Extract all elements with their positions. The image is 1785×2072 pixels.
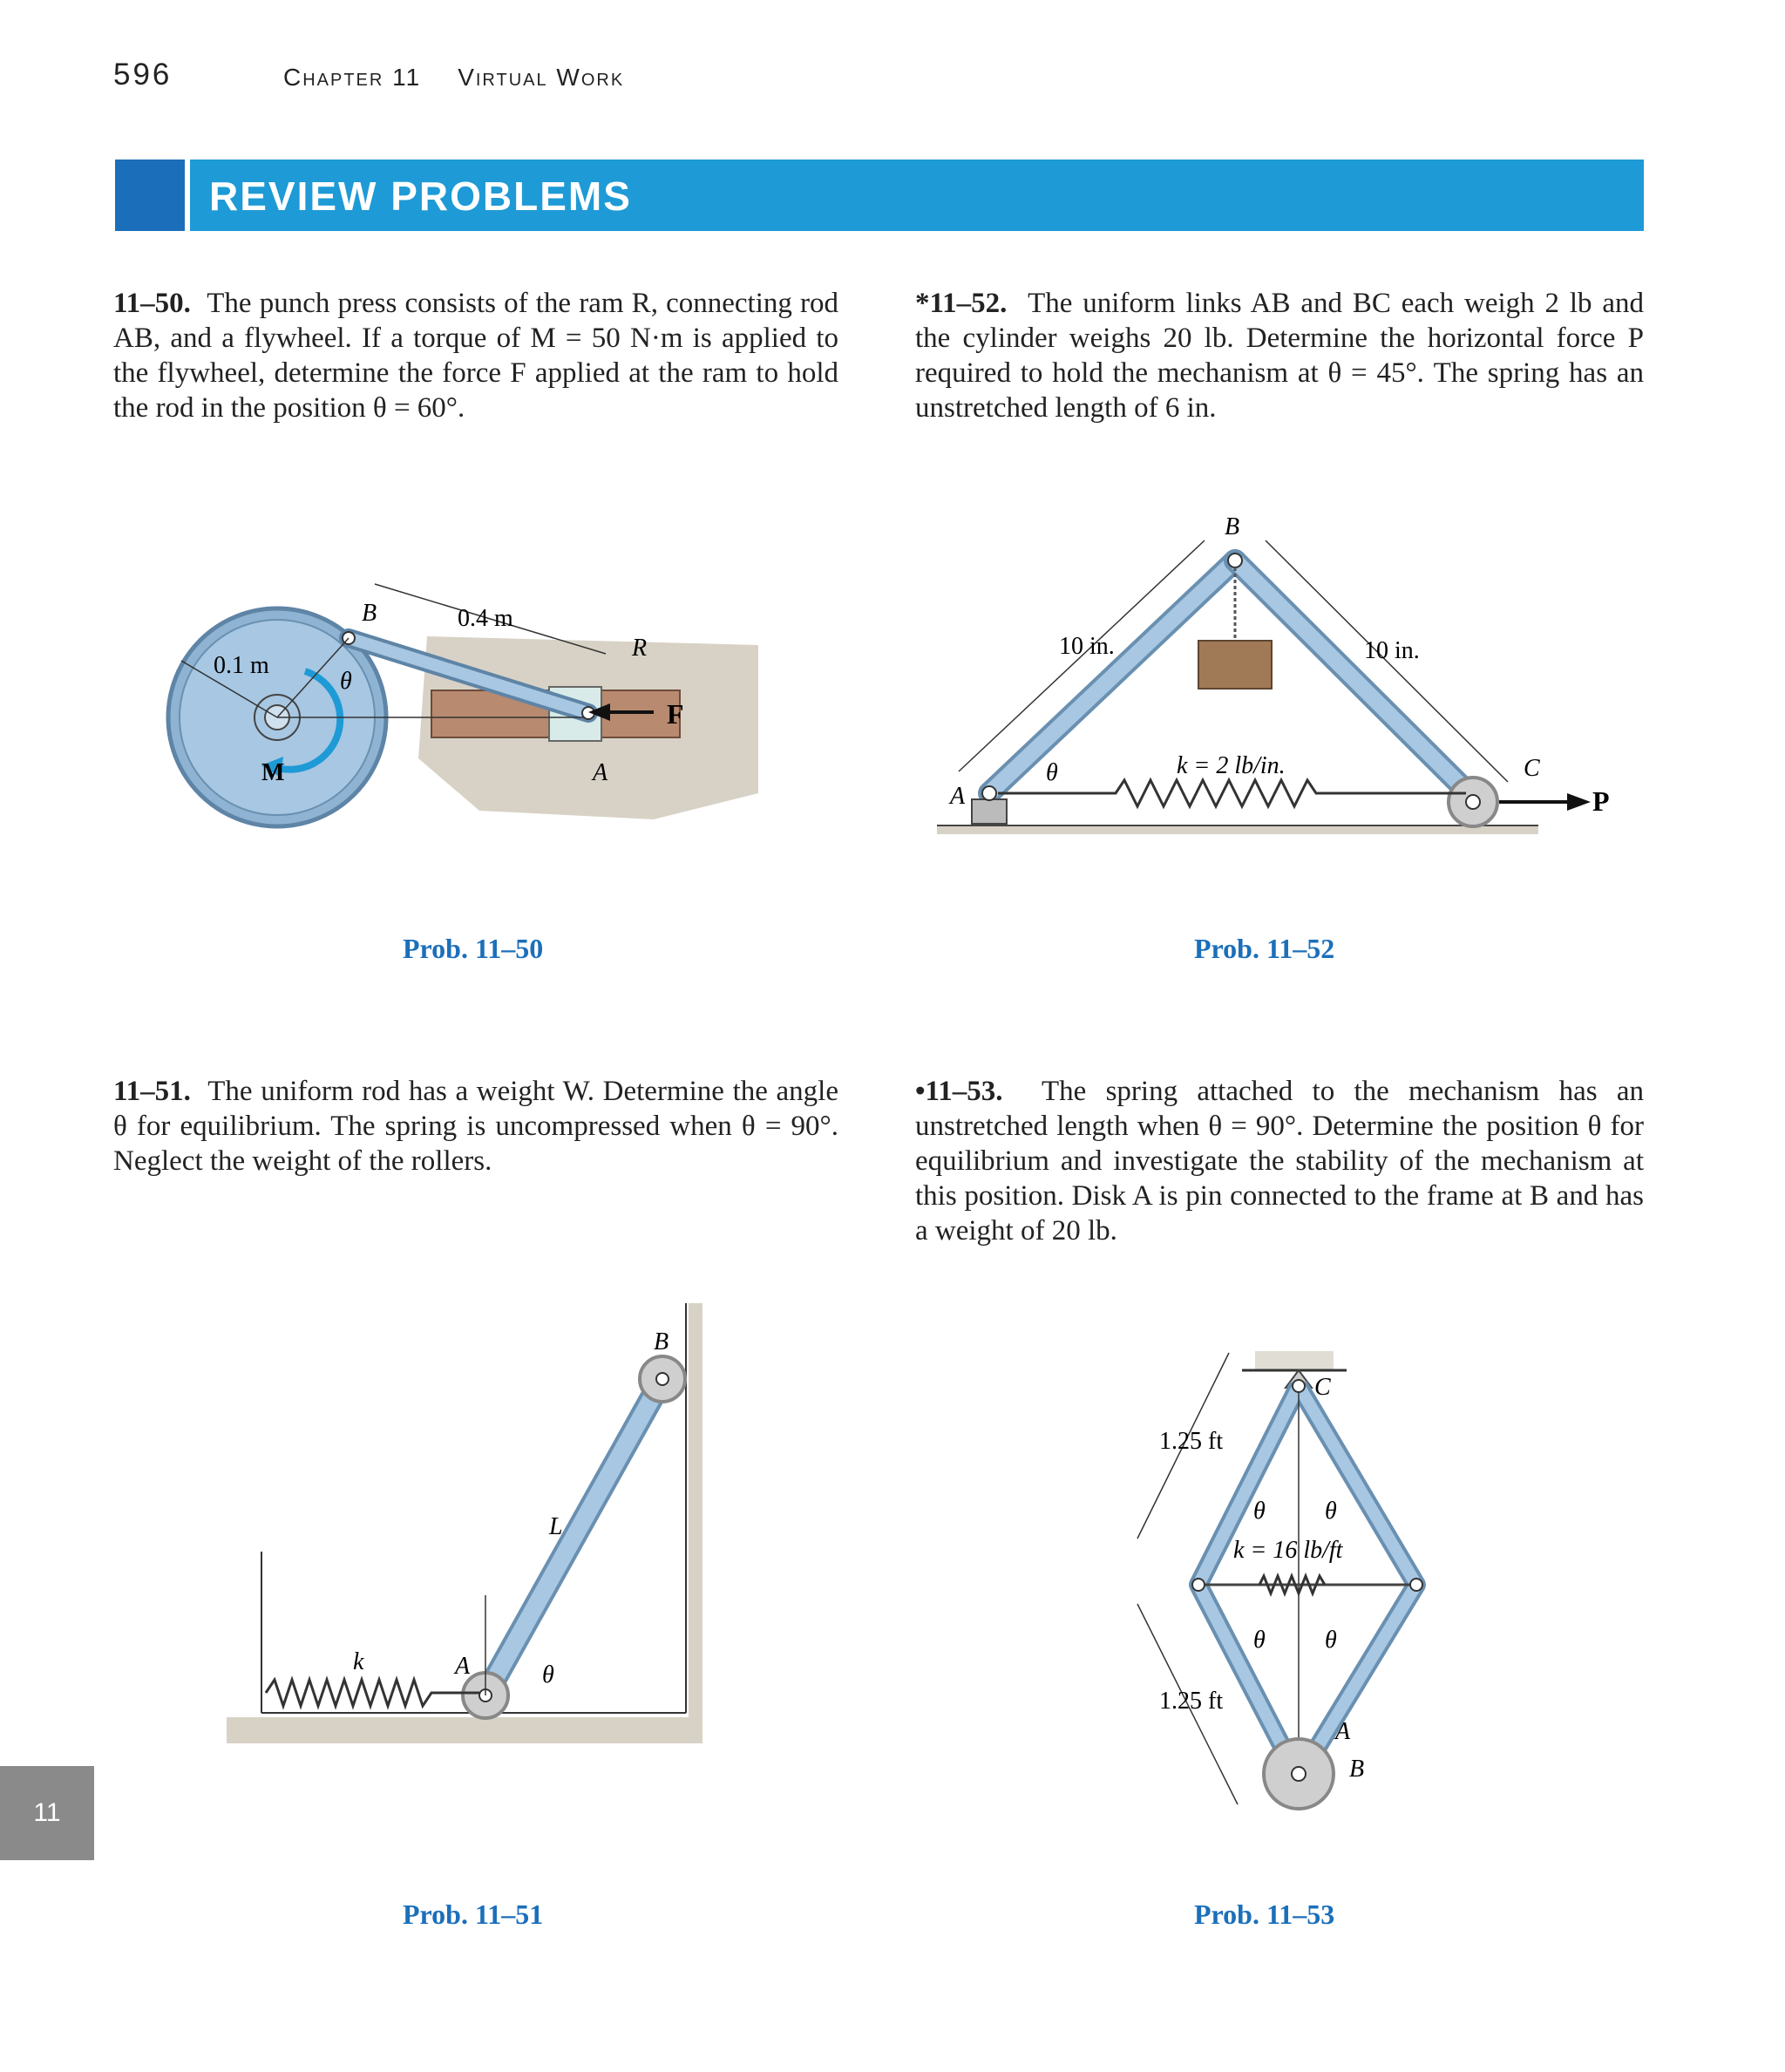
caption-11-50: Prob. 11–50 bbox=[403, 933, 544, 964]
problem-number: 11–51. bbox=[113, 1076, 191, 1107]
label-left-len: 10 in. bbox=[1059, 633, 1115, 660]
problem-number: •11–53. bbox=[915, 1076, 1003, 1107]
chapter-number: Chapter 11 bbox=[283, 64, 422, 91]
label-0-4m: 0.4 m bbox=[458, 605, 513, 632]
label-k: k bbox=[353, 1648, 364, 1675]
label-b: B bbox=[1225, 513, 1240, 540]
spring bbox=[266, 1680, 479, 1706]
pin-c bbox=[1466, 795, 1480, 809]
running-head bbox=[113, 58, 625, 92]
rod-face bbox=[485, 1379, 662, 1695]
label-p: P bbox=[1592, 785, 1610, 817]
problem-text: The punch press consists of the ram R, connecting rod AB, and a flywheel. If a torque of M = 50 N·m is applied to the flywheel, determine the force F applied at the ram to hold the rod in the position θ = 60°. bbox=[113, 288, 839, 424]
label-m: M bbox=[261, 759, 285, 786]
ceiling-support bbox=[1255, 1351, 1334, 1370]
label-0-1m: 0.1 m bbox=[214, 652, 269, 679]
pin-b bbox=[656, 1373, 669, 1385]
label-a: A bbox=[455, 1653, 471, 1680]
label-theta-3: θ bbox=[1253, 1627, 1266, 1654]
label-a: A bbox=[950, 783, 966, 810]
figure-11-51 bbox=[227, 1299, 741, 1761]
label-a: A bbox=[593, 759, 608, 786]
problem-11-50 bbox=[113, 286, 838, 425]
figure-11-52 bbox=[933, 510, 1630, 859]
problem-text: The uniform links AB and BC each weigh 2 lb and the cylinder weighs 20 lb. Determine the horizontal force P required to hold the mechanism at θ = 45°. The spring has an unstretched length of 6 in. bbox=[915, 288, 1644, 424]
problem-number: *11–52. bbox=[915, 288, 1008, 319]
caption-11-53: Prob. 11–53 bbox=[1194, 1899, 1335, 1930]
pin-b bbox=[1292, 1767, 1306, 1781]
pin-right bbox=[1410, 1579, 1422, 1591]
label-k: k = 2 lb/in. bbox=[1177, 752, 1286, 779]
chapter-label bbox=[283, 64, 624, 92]
problem-number: 11–50. bbox=[113, 288, 191, 319]
problem-text: The uniform rod has a weight W. Determine the angle θ for equilibrium. The spring is uncompressed when θ = 90°. Neglect the weight of the rollers. bbox=[113, 1076, 838, 1177]
problem-text: The spring attached to the mechanism has an unstretched length when θ = 90°. Determine the position θ for equilibrium and investigate the stability of the mechanism at this position. Disk A is pin connected to the frame at B and has a weight of 20 lb. bbox=[915, 1076, 1645, 1247]
label-theta-2: θ bbox=[1325, 1498, 1337, 1525]
wall-shading bbox=[689, 1303, 702, 1717]
label-a: A bbox=[1335, 1718, 1351, 1745]
label-f: F bbox=[667, 698, 684, 730]
ground bbox=[937, 825, 1538, 834]
label-bot-len: 1.25 ft bbox=[1159, 1688, 1224, 1715]
caption-11-52: Prob. 11–52 bbox=[1194, 933, 1335, 964]
figure-11-50 bbox=[131, 558, 758, 846]
label-right-len: 10 in. bbox=[1364, 637, 1420, 664]
pin-left bbox=[1192, 1579, 1205, 1591]
section-banner bbox=[115, 160, 1644, 231]
label-b: B bbox=[362, 600, 377, 627]
figure-11-53 bbox=[1107, 1334, 1456, 1822]
floor-shading bbox=[227, 1717, 702, 1743]
label-top-len: 1.25 ft bbox=[1159, 1428, 1224, 1455]
cylinder bbox=[1198, 641, 1272, 689]
label-c: C bbox=[1314, 1374, 1331, 1401]
force-arrowhead-p bbox=[1567, 793, 1591, 811]
label-l: L bbox=[549, 1513, 563, 1540]
label-theta-1: θ bbox=[1253, 1498, 1266, 1525]
label-theta: θ bbox=[542, 1661, 554, 1688]
label-r: R bbox=[632, 635, 648, 662]
label-b: B bbox=[1349, 1756, 1365, 1783]
banner-divider bbox=[185, 160, 190, 231]
banner-accent bbox=[115, 160, 185, 231]
pin-support-a bbox=[972, 799, 1007, 824]
spring bbox=[998, 780, 1466, 806]
label-theta: θ bbox=[340, 668, 352, 695]
pin-c bbox=[1293, 1380, 1305, 1392]
chapter-title: Virtual Work bbox=[458, 64, 625, 91]
pin-a bbox=[982, 786, 996, 800]
label-theta: θ bbox=[1046, 759, 1058, 786]
section-title: REVIEW PROBLEMS bbox=[209, 173, 632, 219]
label-k: k = 16 lb/ft bbox=[1233, 1537, 1343, 1564]
label-c: C bbox=[1524, 755, 1540, 782]
problem-11-52 bbox=[915, 286, 1644, 425]
page-number: 596 bbox=[113, 58, 173, 92]
label-b: B bbox=[654, 1328, 669, 1355]
chapter-tab: 11 bbox=[0, 1766, 94, 1860]
caption-11-51: Prob. 11–51 bbox=[403, 1899, 544, 1930]
label-theta-4: θ bbox=[1325, 1627, 1337, 1654]
problem-11-51 bbox=[113, 1074, 838, 1179]
pin-b bbox=[1228, 554, 1242, 567]
problem-11-53 bbox=[915, 1074, 1644, 1248]
